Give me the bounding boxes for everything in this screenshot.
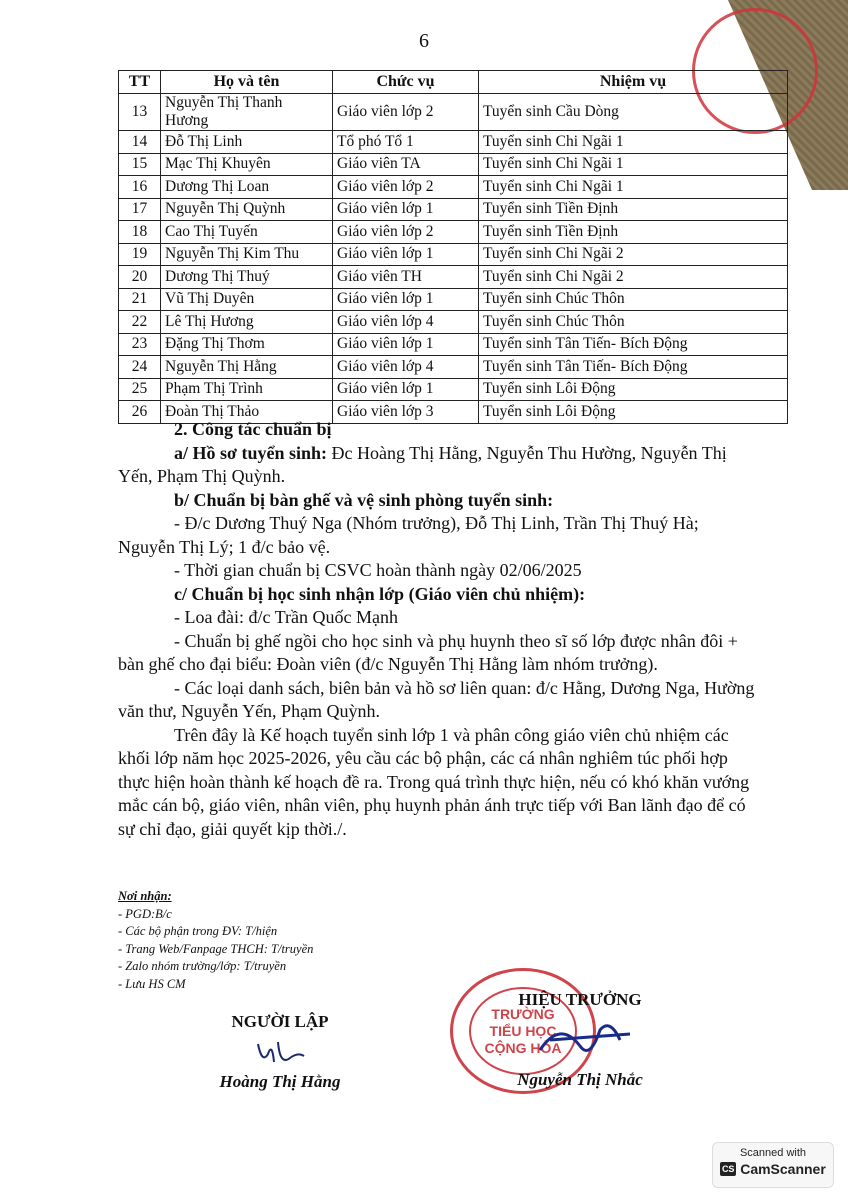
cell-task: Tuyển sinh Lôi Động xyxy=(479,401,788,424)
principal-name: Nguyễn Thị Nhắc xyxy=(517,1070,643,1089)
recipient-item: - Lưu HS CM xyxy=(118,976,186,991)
table-row xyxy=(119,153,788,176)
table-row xyxy=(119,198,788,221)
section-preparation xyxy=(118,418,758,841)
header-name: Họ và tên xyxy=(161,71,333,94)
cell-task: Tuyển sinh Chúc Thôn xyxy=(479,288,788,311)
cell-position: Giáo viên TH xyxy=(333,266,479,289)
cell-task: Tuyển sinh Chi Ngãi 2 xyxy=(479,266,788,289)
recipient-item: - PGD:B/c xyxy=(118,906,172,921)
cell-name: Vũ Thị Duyên xyxy=(161,288,333,311)
cell-position: Giáo viên lớp 2 xyxy=(333,221,479,244)
cell-position: Tổ phó Tổ 1 xyxy=(333,131,479,154)
text-b-2: - Thời gian chuẩn bị CSVC hoàn thành ngày 02/06/2025 xyxy=(174,560,582,580)
staff-assignment-table xyxy=(118,70,788,424)
cell-tt: 25 xyxy=(119,378,161,401)
cell-position: Giáo viên lớp 1 xyxy=(333,288,479,311)
cell-task: Tuyển sinh Lôi Động xyxy=(479,378,788,401)
handwritten-signature-icon xyxy=(250,1036,310,1070)
closing-paragraph: Trên đây là Kế hoạch tuyển sinh lớp 1 và phân công giáo viên chủ nhiệm các khối lớp năm học 2025-2026, yêu cầu các bộ phận, các cá nhân nghiêm túc phối hợp thực hiện hoàn thành kế hoạch đề ra. Trong quá trình thực hiện, nếu có khó khăn vướng mắc cán bộ, giáo viên, nhân viên, phụ huynh phản ánh trực tiếp với Ban lãnh đạo để có sự chỉ đạo, giải quyết kịp thời./. xyxy=(118,724,750,839)
cell-task: Tuyển sinh Tân Tiến- Bích Động xyxy=(479,333,788,356)
header-position: Chức vụ xyxy=(333,71,479,94)
paragraph-a xyxy=(118,442,758,489)
seal-line-2: TIỂU HỌC xyxy=(489,1022,557,1039)
principal-signature-icon xyxy=(520,1010,640,1070)
cell-name: Đoàn Thị Thảo xyxy=(161,401,333,424)
cell-name: Cao Thị Tuyến xyxy=(161,221,333,244)
cell-name: Dương Thị Loan xyxy=(161,176,333,199)
heading-b: b/ Chuẩn bị bàn ghế và vệ sinh phòng tuyển sinh: xyxy=(174,489,554,510)
recipient-item: - Zalo nhóm trường/lớp: T/truyền xyxy=(118,959,287,973)
cell-name: Phạm Thị Trình xyxy=(161,378,333,401)
text-c-1: - Loa đài: đ/c Trần Quốc Mạnh xyxy=(174,607,398,627)
cell-position: Giáo viên lớp 2 xyxy=(333,94,479,131)
table-row xyxy=(119,131,788,154)
recipients-block xyxy=(118,888,418,993)
cell-task: Tuyển sinh Chi Ngãi 2 xyxy=(479,243,788,266)
cell-tt: 20 xyxy=(119,266,161,289)
header-tt: TT xyxy=(119,71,161,94)
cell-tt: 17 xyxy=(119,198,161,221)
cell-position: Giáo viên lớp 1 xyxy=(333,198,479,221)
cell-tt: 13 xyxy=(119,94,161,131)
label-a: a/ Hồ sơ tuyển sinh: xyxy=(174,442,327,463)
preparer-title: NGƯỜI LẬP xyxy=(231,1012,329,1031)
cell-tt: 19 xyxy=(119,243,161,266)
header-task: Nhiệm vụ xyxy=(479,71,788,94)
cell-position: Giáo viên TA xyxy=(333,153,479,176)
cell-tt: 24 xyxy=(119,356,161,379)
cell-position: Giáo viên lớp 4 xyxy=(333,356,479,379)
seal-line-3: CỘNG HÒA xyxy=(484,1039,562,1056)
scanned-with-label: Scanned with xyxy=(739,1147,807,1159)
camscanner-logo-icon: CS xyxy=(721,1164,735,1174)
cell-position: Giáo viên lớp 1 xyxy=(333,378,479,401)
cell-tt: 14 xyxy=(119,131,161,154)
signature-preparer xyxy=(180,1012,380,1092)
cell-tt: 26 xyxy=(119,401,161,424)
cell-task: Tuyển sinh Chúc Thôn xyxy=(479,311,788,334)
cell-position: Giáo viên lớp 2 xyxy=(333,176,479,199)
recipients-header: Nơi nhận: xyxy=(118,889,172,903)
cell-tt: 16 xyxy=(119,176,161,199)
cell-task: Tuyển sinh Cầu Dòng xyxy=(479,94,788,131)
table-row xyxy=(119,333,788,356)
cell-position: Giáo viên lớp 3 xyxy=(333,401,479,424)
recipient-item: - Các bộ phận trong ĐV: T/hiện xyxy=(118,924,278,938)
cell-position: Giáo viên lớp 1 xyxy=(333,243,479,266)
cell-position: Giáo viên lớp 1 xyxy=(333,333,479,356)
table-header-row xyxy=(119,71,788,94)
cell-task: Tuyển sinh Tiền Định xyxy=(479,198,788,221)
cell-task: Tuyển sinh Tân Tiến- Bích Động xyxy=(479,356,788,379)
cell-task: Tuyển sinh Chi Ngãi 1 xyxy=(479,176,788,199)
table-body xyxy=(119,94,788,424)
signature-principal xyxy=(460,990,700,1090)
cell-position: Giáo viên lớp 4 xyxy=(333,311,479,334)
table-row xyxy=(119,94,788,131)
camscanner-badge xyxy=(712,1142,834,1188)
table-row xyxy=(119,311,788,334)
cell-name: Đỗ Thị Linh xyxy=(161,131,333,154)
cell-name: Đặng Thị Thơm xyxy=(161,333,333,356)
table-row xyxy=(119,221,788,244)
text-b-1: - Đ/c Dương Thuý Nga (Nhóm trưởng), Đỗ Thị Linh, Trần Thị Thuý Hà; Nguyễn Thị Lý; 1 đ/c bảo vệ. xyxy=(118,513,699,557)
cell-task: Tuyển sinh Chi Ngãi 1 xyxy=(479,153,788,176)
page-number: 6 xyxy=(419,30,429,52)
preparer-name: Hoàng Thị Hằng xyxy=(219,1072,341,1091)
table-row xyxy=(119,243,788,266)
table-row xyxy=(119,266,788,289)
cell-tt: 15 xyxy=(119,153,161,176)
text-c-3: - Các loại danh sách, biên bản và hồ sơ liên quan: đ/c Hằng, Dương Nga, Hường văn thư, Nguyễn Yến, Phạm Quỳnh. xyxy=(118,677,755,721)
camscanner-name: CamScanner xyxy=(740,1161,826,1177)
table-row xyxy=(119,288,788,311)
table-row xyxy=(119,378,788,401)
cell-name: Lê Thị Hương xyxy=(161,311,333,334)
heading-c: c/ Chuẩn bị học sinh nhận lớp (Giáo viên chủ nhiệm): xyxy=(174,583,586,604)
seal-line-1: TRƯỜNG xyxy=(491,1005,555,1022)
principal-title: HIỆU TRƯỞNG xyxy=(518,990,642,1009)
cell-tt: 21 xyxy=(119,288,161,311)
table-row xyxy=(119,176,788,199)
cell-name: Nguyễn Thị Quỳnh xyxy=(161,198,333,221)
cell-name: Mạc Thị Khuyên xyxy=(161,153,333,176)
cell-tt: 23 xyxy=(119,333,161,356)
cell-name: Nguyễn Thị Kim Thu xyxy=(161,243,333,266)
text-c-2: - Chuẩn bị ghế ngồi cho học sinh và phụ huynh theo sĩ số lớp được nhân đôi + bàn ghế cho đại biểu: Đoàn viên (đ/c Nguyễn Thị Hằng làm nhóm trưởng). xyxy=(118,630,738,674)
camscanner-row xyxy=(713,1161,833,1177)
cell-tt: 22 xyxy=(119,311,161,334)
cell-name: Nguyễn Thị Hằng xyxy=(161,356,333,379)
text-a: Đc Hoàng Thị Hằng, Nguyễn Thu Hường, Nguyễn Thị Yến, Phạm Thị Quỳnh. xyxy=(118,442,727,486)
table-row xyxy=(119,356,788,379)
recipient-item: - Trang Web/Fanpage THCH: T/truyền xyxy=(118,941,314,956)
cell-task: Tuyển sinh Chi Ngãi 1 xyxy=(479,131,788,154)
cell-name: Dương Thị Thuý xyxy=(161,266,333,289)
cell-name: Nguyễn Thị Thanh Hương xyxy=(161,94,333,131)
section-heading: 2. Công tác chuẩn bị xyxy=(174,419,332,439)
cell-task: Tuyển sinh Tiền Định xyxy=(479,221,788,244)
cell-tt: 18 xyxy=(119,221,161,244)
